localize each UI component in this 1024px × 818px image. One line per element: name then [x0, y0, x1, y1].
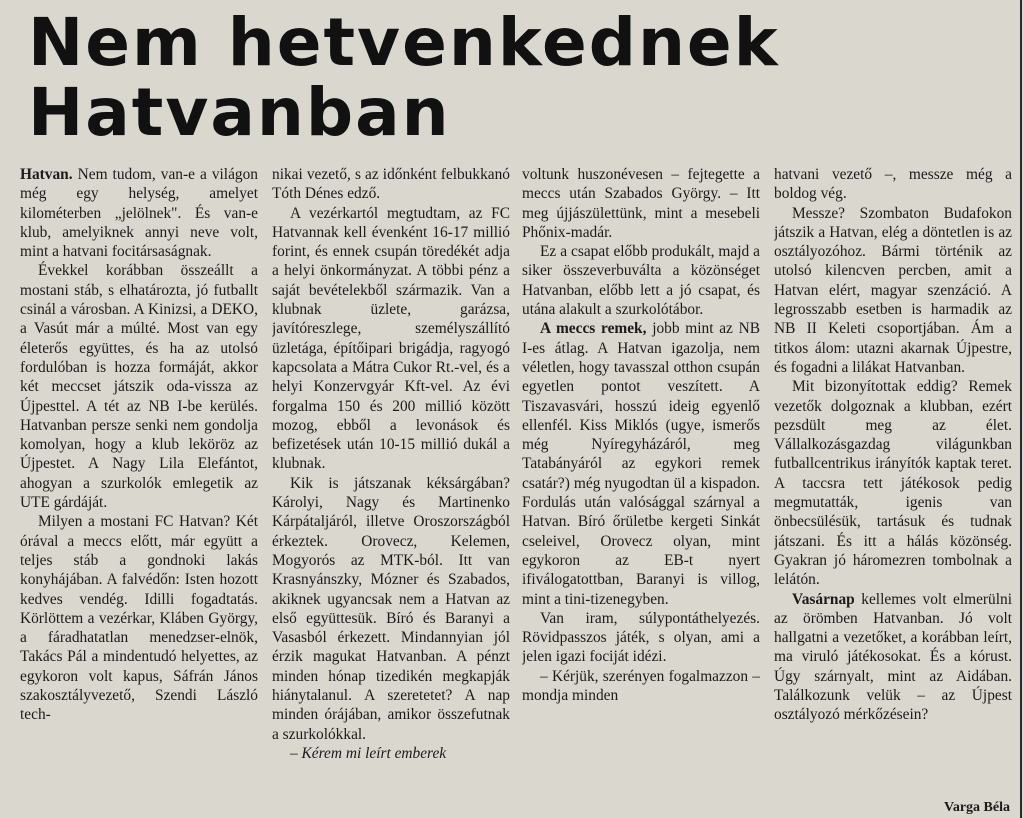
article-column-2	[272, 165, 510, 818]
headline-line-2: Hatvanban	[28, 74, 451, 151]
paragraph: Kik is játszanak kéksárgában? Károlyi, Nagy és Martinenko Kárpátaljáról, illetve Oroszországból érkeztek. Orovecz, Kelemen, Mogyorós az MTK-ból. Itt van Krasnyánszky, Mózner és Szabados, akiknek ugyancsak nem a Hatvan az első együttesük. Bíró és Baranyi a Vasasból érkezett. Mindannyian jól érzik magukat Hatvanban. A pénzt minden hónap tizedikén megkapják hiánytalanul. A szeretetet? A nap minden órájában, amikor összefutnak a szurkolókkal.	[272, 474, 510, 743]
paragraph: nikai vezető, s az időnként felbukkanó Tóth Dénes edző.	[272, 166, 510, 203]
paragraph: Van iram, súlypontáthelyezés. Rövidpasszos játék, s olyan, ami a jelen igazi fociját idézi.	[522, 609, 760, 666]
paragraph-text: Nem tudom, van-e a világon még egy helység, amelyet kilométerben „jelölnek". És van-e klub, amelyiknek annyi neve volt, mint a hatvani focitársaságnak.	[20, 166, 258, 261]
paragraph-lead: A meccs remek,	[540, 320, 647, 338]
byline: Varga Béla	[944, 800, 1010, 815]
paragraph: Messze? Szombaton Budafokon játszik a Hatvan, elég a döntetlen is az osztályozóhoz. Bármi történik az utolsó kilencven percben, amit a Hatvan elért, magyar szenzáció. A legrosszabb esetben is harmadik az NB II Keleti csoportjában. Ám a titkos álom: utazni akarnak Újpestre, és fogadni a lilákat Hatvanban.	[774, 204, 1012, 376]
paragraph-lead: Vasárnap	[792, 590, 855, 608]
paragraph-lead: Hatvan.	[20, 166, 73, 183]
right-edge-rule	[1020, 0, 1022, 818]
paragraph: voltunk huszonévesen – fejtegette a meccs után Szabados György. – Itt meg újjászülettünk, mint a mesebeli Phőnix-madár.	[522, 166, 760, 241]
article-column-4	[774, 165, 1012, 818]
paragraph: Mit bizonyítottak eddig? Remek vezetők dolgoznak a klubban, ezért pezsdült meg az élet. Vállalkozásgazdag világunkban futballcentrikus irányítók kaptak teret. A taccsra tett játékosok pedig megmutatták, igenis van önbecsülésük, tartásuk és tudnak játszani. És itt a hálás közönség. Gyakran jó háromezren tombolnak a lelátón.	[774, 378, 1012, 589]
paragraph: Milyen a mostani FC Hatvan? Két órával a meccs előtt, már együtt a teljes stáb a gondnoki lakás konyhájában. A falvédőn: Isten hozott kedves vendég. Idilli fogadtatás. Körlöttem a vezérkar, Kláben György, a fáradhatatlan menedzser-elnök, Takács Pál a mindentudó helyettes, az egykoron volt kapus, Sáfrán János szakosztályvezető, Szendi László tech-	[20, 513, 258, 724]
paragraph: Ez a csapat előbb produkált, majd a siker összeverbuválta a közönséget Hatvanban, előbb lett a jó csapat, és utána alakult a szurkolótábor.	[522, 243, 760, 319]
headline-line-1: Nem hetvenkednek	[28, 4, 780, 81]
quote-text: – Kérem mi leírt emberek	[290, 744, 447, 762]
paragraph-text: kellemes volt elmerülni az örömben Hatvanban. Jó volt hallgatni a vezetőket, a korábban leírt, ma viruló játékosokat. És a kórust. Úgy szárnyalt, mint az Aidában. Találkozunk velük – az Újpest osztályozó mérkőzésein?	[774, 590, 1012, 724]
paragraph	[272, 744, 510, 763]
paragraph: A vezérkartól megtudtam, az FC Hatvannak kell évenként 16-17 millió forint, és ennek csupán töredékét adja a helyi önkormányzat. A többi pénz a saját bevételekből származik. Van a klubnak üzlete, garázsa, javítóreszlege, személyszállító üzletága, építőipari brigádja, ragyogó kapcsolata a Mátra Cukor Rt.-vel, és a helyi Konzervgyár Kft-vel. Az évi forgalma 150 és 200 millió között mozog, ebből a levonások és befizetések után 10-15 millió dukál a klubnak.	[272, 204, 510, 473]
paragraph: hatvani vezető –, messze még a boldog vég.	[774, 166, 1012, 203]
paragraph-text: jobb mint az NB I-es átlag. A Hatvan igazolja, nem véletlen, hogy tavasszal otthon csupán egyetlen pontot veszített. A Tiszavasvári, hosszú ideig egyenlő ellenfél. Kiss Miklós (ugye, ismerős még Nyíregyházáról, meg Tatabányáról az egykori remek csatár?) még nyugodtan ül a kispadon. Fordulás után valósággal szárnyal a Hatvan. Bíró őrületbe kergeti Sinkát cseleivel, Orovecz olyan, mint egykoron az EB-t nyert ifiválogatottban, Baranyi is villog, mint a tini-tizenegyben.	[522, 320, 760, 608]
paragraph: – Kérjük, szerényen fogalmazzon – mondja minden	[522, 667, 760, 705]
headline	[28, 4, 1008, 151]
paragraph	[774, 590, 1012, 725]
paragraph	[522, 319, 760, 608]
article-column-3	[522, 165, 760, 818]
article-column-1	[20, 165, 258, 818]
paragraph	[20, 165, 258, 261]
paragraph: Évekkel korábban összeállt a mostani stáb, s elhatározta, jó futballt csinál a városban. A Kinizsi, a DEKO, a Vasút már a múlté. Most van egy életerős együttes, és ha az utolsó fordulóban is hozza formáját, akkor két meccset játszik oda-vissza az Újpesttel. A tét az NB I-be kerülés. Hatvanban persze senki nem gondolja komolyan, hogy a klub leköröz az Újpestet. A Nagy Lila Elefántot, ahogyan a szurkolók emlegetik az UTE gárdáját.	[20, 262, 258, 512]
